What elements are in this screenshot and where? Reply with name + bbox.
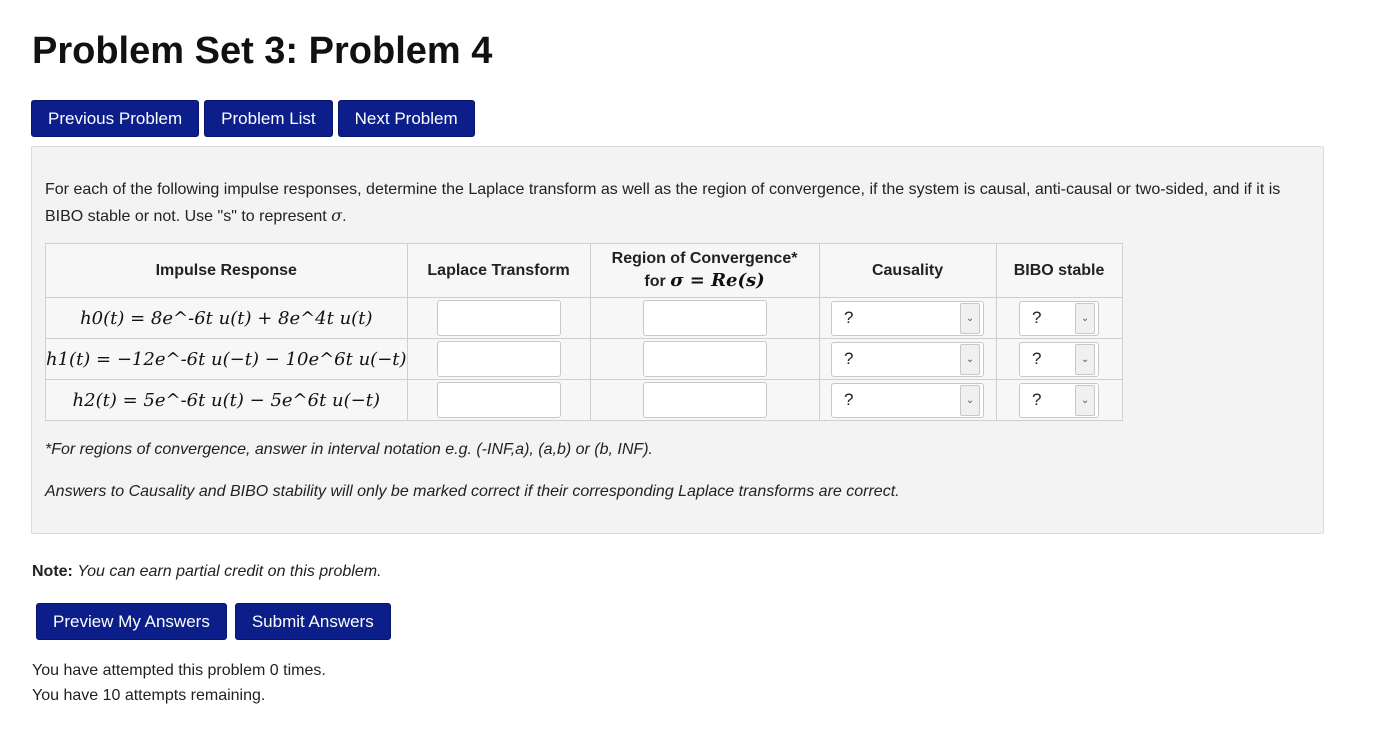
header-roc-for: for [644,273,671,290]
chevron-down-icon: ⌄ [1075,303,1095,334]
laplace-input-h1[interactable] [437,341,561,377]
preview-answers-button[interactable]: Preview My Answers [36,603,227,640]
previous-problem-button[interactable]: Previous Problem [31,100,199,137]
note-text: You can earn partial credit on this problem. [77,563,382,580]
chevron-down-icon: ⌄ [960,385,980,416]
header-impulse-response: Impulse Response [46,244,408,298]
table-header-row [46,244,1123,298]
laplace-cell [407,380,590,421]
roc-input-h2[interactable] [643,382,767,418]
table-row [46,380,1123,421]
roc-footnote: *For regions of convergence, answer in interval notation e.g. (-INF,a), (a,b) or (b, INF). [45,441,653,458]
bibo-cell [996,339,1122,380]
causality-value: ? [844,390,854,409]
bibo-cell [996,298,1122,339]
intro-sigma: σ [331,206,343,225]
next-problem-button[interactable]: Next Problem [338,100,475,137]
bibo-select-h2[interactable] [1019,383,1099,418]
intro-text: For each of the following impulse responses, determine the Laplace transform as well as the region of convergence, if the system is causal, anti-causal or two-sided, and if it is BIBO stable or not. Use "s" to represent [45,181,1281,225]
impulse-h0: h0(t) = 8e^-6t u(t) + 8e^4t u(t) [80,307,373,329]
intro-period: . [342,208,347,225]
table-row [46,339,1123,380]
roc-cell [590,298,819,339]
header-roc-line2 [591,270,819,293]
partial-credit-note [32,563,382,581]
laplace-cell [407,339,590,380]
laplace-input-h0[interactable] [437,300,561,336]
causality-cell [819,339,996,380]
problem-list-button[interactable]: Problem List [204,100,332,137]
chevron-down-icon: ⌄ [1075,344,1095,375]
impulse-cell [46,298,408,339]
header-laplace-transform: Laplace Transform [407,244,590,298]
causality-cell [819,380,996,421]
impulse-h2: h2(t) = 5e^-6t u(t) − 5e^6t u(−t) [72,389,380,411]
marking-footnote: Answers to Causality and BIBO stability will only be marked correct if their corresponding Laplace transforms are correct. [45,483,900,500]
header-roc-math: σ = Re(s) [670,270,765,291]
roc-cell [590,380,819,421]
chevron-down-icon: ⌄ [960,303,980,334]
attempt-status [32,658,326,708]
chevron-down-icon: ⌄ [1075,385,1095,416]
impulse-cell [46,339,408,380]
bibo-select-h0[interactable] [1019,301,1099,336]
bibo-cell [996,380,1122,421]
header-roc-line1: Region of Convergence* [611,250,798,267]
header-region-of-convergence [590,244,819,298]
problem-panel [31,146,1324,534]
bibo-value: ? [1032,349,1042,368]
laplace-cell [407,298,590,339]
impulse-cell [46,380,408,421]
problem-nav [31,100,475,137]
impulse-h1: h1(t) = −12e^-6t u(−t) − 10e^6t u(−t) [46,348,407,370]
table-row [46,298,1123,339]
causality-value: ? [844,349,854,368]
causality-select-h1[interactable] [831,342,984,377]
header-causality: Causality [819,244,996,298]
causality-select-h0[interactable] [831,301,984,336]
roc-input-h1[interactable] [643,341,767,377]
bibo-value: ? [1032,308,1042,327]
roc-cell [590,339,819,380]
answer-table [45,243,1123,421]
bibo-select-h1[interactable] [1019,342,1099,377]
causality-value: ? [844,308,854,327]
causality-cell [819,298,996,339]
header-bibo-stable: BIBO stable [996,244,1122,298]
causality-select-h2[interactable] [831,383,984,418]
attempts-remaining: You have 10 attempts remaining. [32,687,266,704]
problem-intro [45,177,1295,230]
note-label: Note: [32,563,73,580]
laplace-input-h2[interactable] [437,382,561,418]
bibo-value: ? [1032,390,1042,409]
roc-input-h0[interactable] [643,300,767,336]
submit-answers-button[interactable]: Submit Answers [235,603,391,640]
attempts-made: You have attempted this problem 0 times. [32,662,326,679]
chevron-down-icon: ⌄ [960,344,980,375]
page-title: Problem Set 3: Problem 4 [32,30,493,72]
answer-actions [36,603,391,640]
